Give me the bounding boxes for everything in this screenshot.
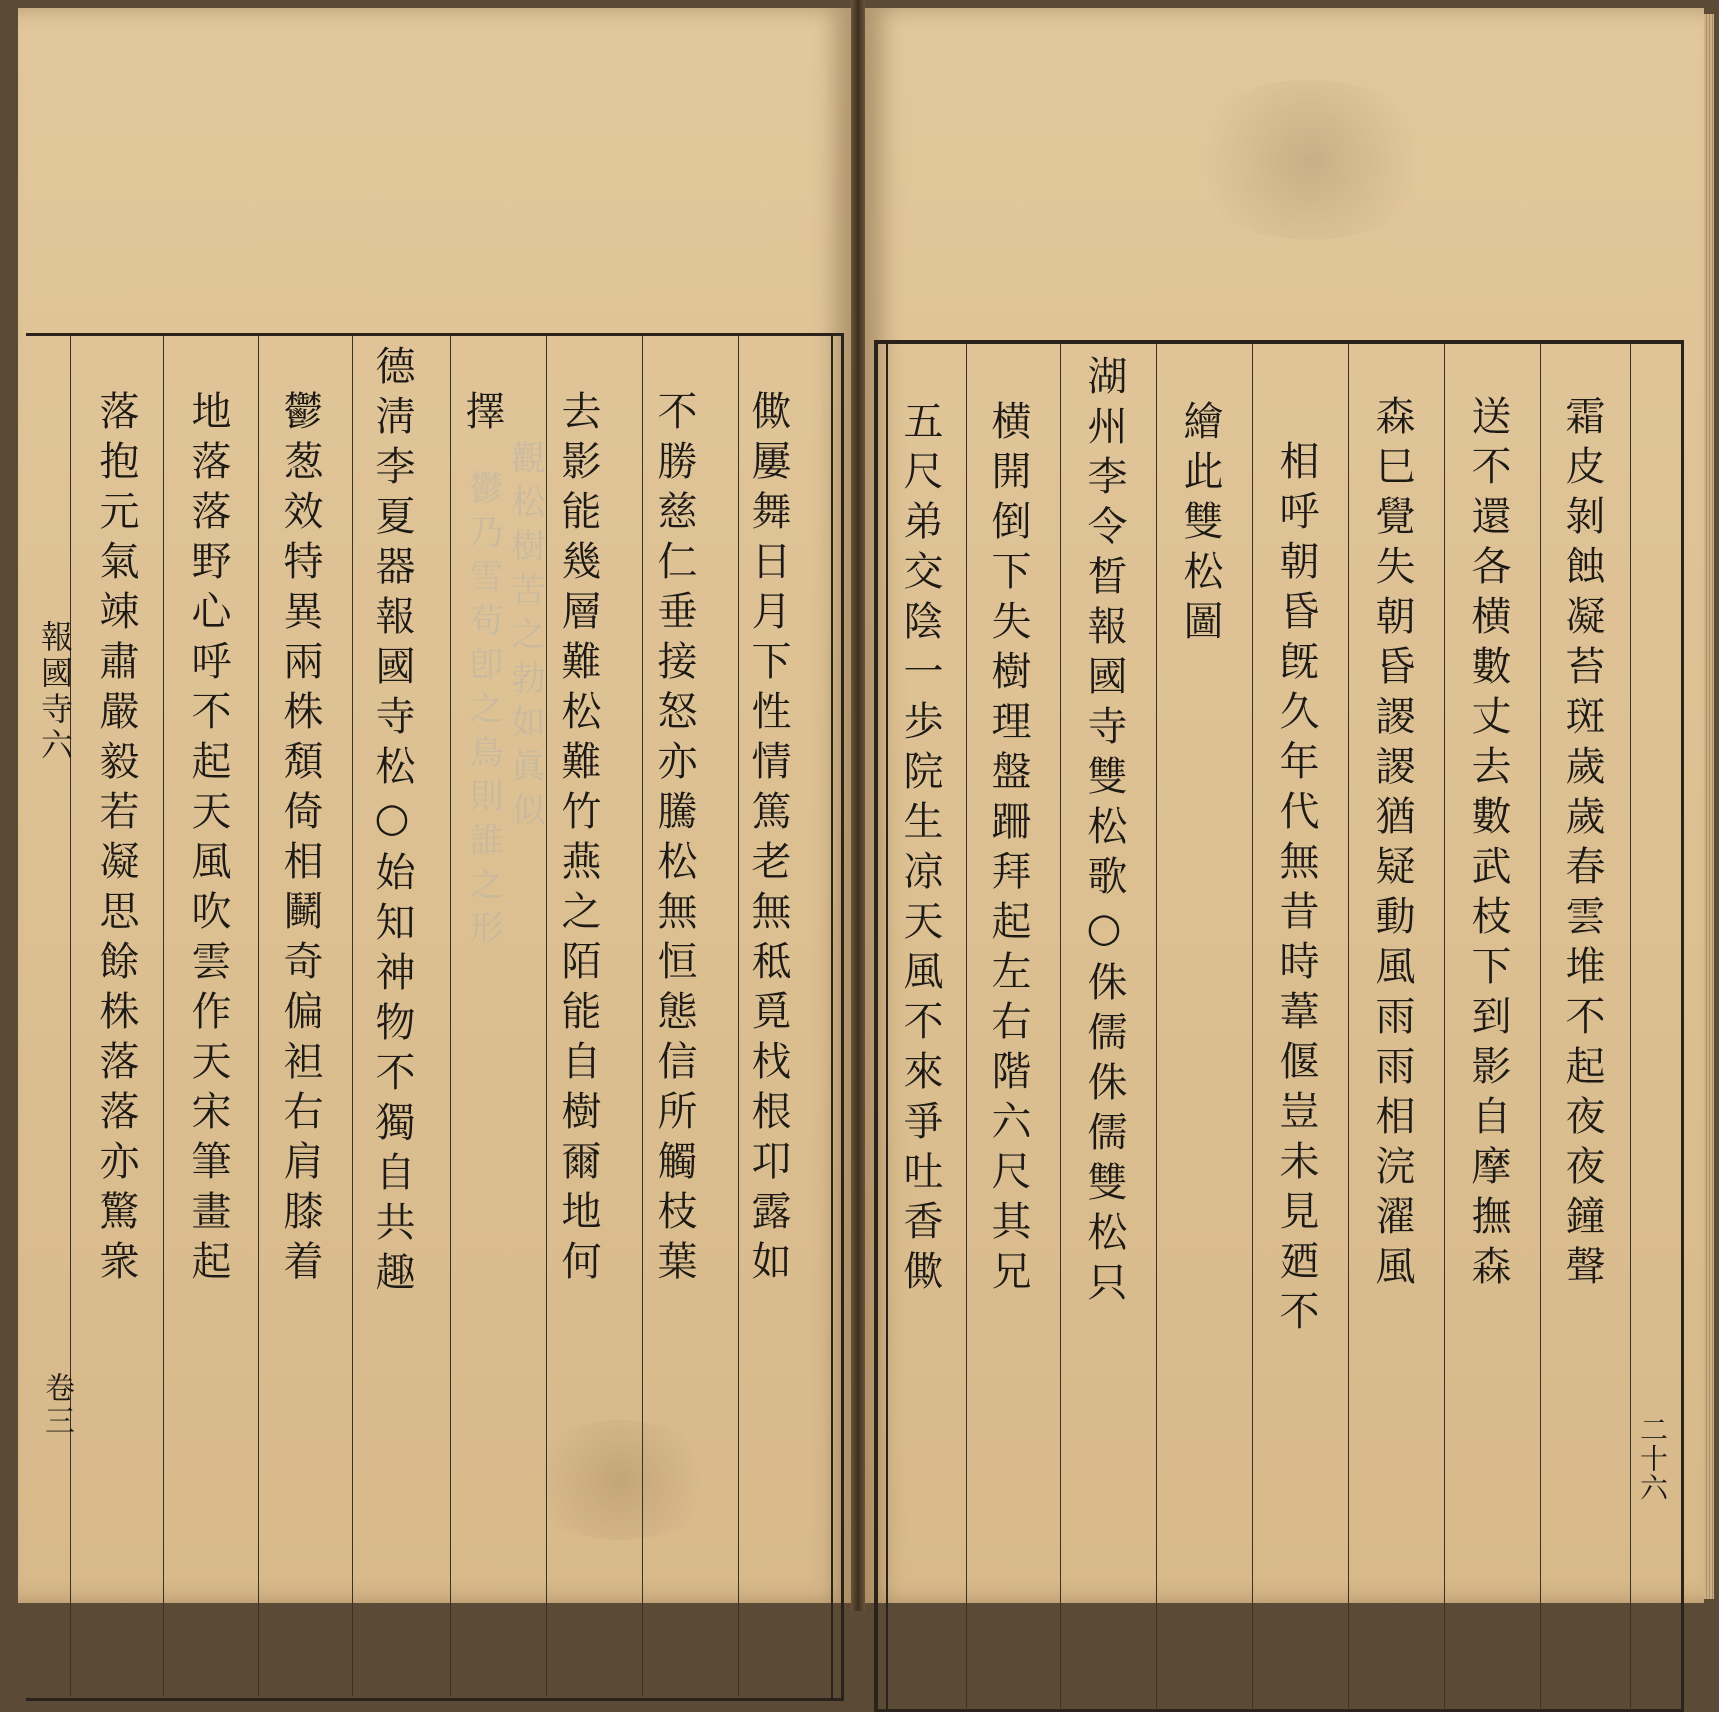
column-rule: [1444, 344, 1445, 1710]
text-column: 湖州李令晳報國寺雙松歌○侏儒侏儒雙松只: [1081, 355, 1127, 1311]
text-column: 五尺弟交陰一歩院生凉天風不來爭吐香僛: [897, 400, 943, 1300]
text-column: 落抱元氣竦肅嚴毅若凝思餘株落落亦驚衆: [93, 390, 139, 1290]
right-inner-rule: [886, 344, 888, 1709]
text-column: 鬱葱效特異兩株頽倚相鬭奇偏袒右肩膝着: [277, 390, 323, 1290]
column-rule: [1630, 344, 1631, 1710]
folio-number: 二十六: [1636, 1415, 1669, 1502]
book-gutter: [851, 0, 865, 1611]
text-column: 繪此雙松圖: [1177, 400, 1223, 650]
text-column: 森巳覺失朝昏謖謖猶疑動風雨雨相浣濯風: [1369, 395, 1415, 1295]
column-rule: [642, 336, 643, 1696]
left-print-frame: [26, 333, 844, 1701]
fold-margin-title: 報國寺六: [36, 620, 74, 764]
text-column: 送不還各横數丈去數武枝下到影自摩撫森: [1465, 395, 1511, 1295]
column-rule: [450, 336, 451, 1696]
text-column: 横開倒下失樹理盤跚拜起左右階六尺其兄: [985, 400, 1031, 1300]
text-column: 僛屢舞日月下性情篤老無秪覓𣏾根卭露如: [745, 390, 791, 1290]
text-column: 擇: [459, 390, 505, 440]
column-rule: [1540, 344, 1541, 1710]
text-column: 去影能幾層難松難竹燕之陌能自樹爾地何: [555, 390, 601, 1290]
paper-stain: [1180, 80, 1440, 240]
column-rule: [738, 336, 739, 1696]
column-rule: [1060, 344, 1061, 1710]
text-column: 相呼朝昏旣久年代無昔時葦偃豈未見廼不: [1273, 440, 1319, 1340]
text-column: 不勝慈仁垂接怒亦騰松無恒態信所觸枝葉: [651, 390, 697, 1290]
column-rule: [1156, 344, 1157, 1710]
bleed-through-column: 鬱乃雪苟卽之鳥則誰之形: [463, 470, 503, 954]
column-rule: [258, 336, 259, 1696]
column-rule: [70, 336, 71, 1696]
column-rule: [163, 336, 164, 1696]
text-column: 地落落野心呼不起天風吹雲作天宋筆畫起: [185, 390, 231, 1290]
text-column: 德淸李夏器報國寺松○始知神物不獨自共趣: [369, 345, 415, 1301]
column-rule: [546, 336, 547, 1696]
bleed-through-column: 觀松樹苦之勃如眞似: [505, 440, 545, 836]
left-inner-rule: [831, 336, 833, 1698]
text-column: 霜皮剝蝕凝苔斑歲歲春雲堆不起夜夜鐘聲: [1559, 395, 1605, 1295]
fold-margin-volume: 卷三: [39, 1372, 74, 1438]
column-rule: [352, 336, 353, 1696]
column-rule: [966, 344, 967, 1710]
column-rule: [1252, 344, 1253, 1710]
page-edges: [1704, 14, 1714, 1599]
column-rule: [1348, 344, 1349, 1710]
